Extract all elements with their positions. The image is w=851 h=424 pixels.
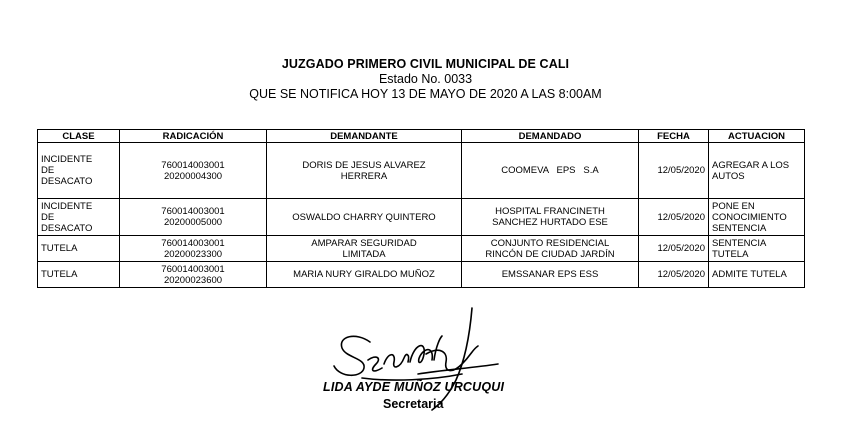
- table-header-row: [38, 130, 805, 143]
- cell-demandante: OSWALDO CHARRY QUINTERO: [267, 199, 462, 236]
- column-header-actuacion: ACTUACION: [709, 130, 805, 143]
- docket-table: [37, 129, 805, 288]
- cell-actuacion: PONE EN CONOCIMIENTO SENTENCIA: [709, 199, 805, 236]
- signatory-role: Secretaria: [383, 397, 444, 411]
- table-row: [38, 199, 805, 236]
- cell-clase: TUTELA: [38, 236, 120, 262]
- cell-actuacion: SENTENCIA TUTELA: [709, 236, 805, 262]
- cell-demandado: COOMEVA EPS S.A: [462, 143, 639, 199]
- cell-demandado: EMSSANAR EPS ESS: [462, 262, 639, 288]
- cell-clase: INCIDENTE DE DESACATO: [38, 199, 120, 236]
- cell-demandante: AMPARAR SEGURIDAD LIMITADA: [267, 236, 462, 262]
- cell-radicacion: 760014003001 20200023300: [120, 236, 267, 262]
- court-title: JUZGADO PRIMERO CIVIL MUNICIPAL DE CALI: [281, 57, 570, 71]
- column-header-fecha: FECHA: [639, 130, 709, 143]
- column-header-demandado: DEMANDADO: [462, 130, 639, 143]
- column-header-clase: CLASE: [38, 130, 120, 143]
- column-header-demandante: DEMANDANTE: [267, 130, 462, 143]
- cell-actuacion: AGREGAR A LOS AUTOS: [709, 143, 805, 199]
- cell-actuacion: ADMITE TUTELA: [709, 262, 805, 288]
- cell-clase: TUTELA: [38, 262, 120, 288]
- cell-radicacion: 760014003001 20200023600: [120, 262, 267, 288]
- cell-fecha: 12/05/2020: [639, 199, 709, 236]
- table-row: [38, 143, 805, 199]
- cell-fecha: 12/05/2020: [639, 262, 709, 288]
- notification-date: QUE SE NOTIFICA HOY 13 DE MAYO DE 2020 A LAS 8:00AM: [249, 87, 602, 101]
- column-header-radicacion: RADICACIÓN: [120, 130, 267, 143]
- cell-radicacion: 760014003001 20200004300: [120, 143, 267, 199]
- cell-clase: INCIDENTE DE DESACATO: [38, 143, 120, 199]
- document-header: [0, 57, 851, 102]
- cell-demandado: CONJUNTO RESIDENCIAL RINCÓN DE CIUDAD JARDÍN: [462, 236, 639, 262]
- estado-number: Estado No. 0033: [378, 72, 473, 86]
- cell-fecha: 12/05/2020: [639, 236, 709, 262]
- cell-demandante: DORIS DE JESUS ALVAREZ HERRERA: [267, 143, 462, 199]
- signatory-name: LIDA AYDE MUÑOZ URCUQUI: [323, 380, 505, 394]
- cell-radicacion: 760014003001 20200005000: [120, 199, 267, 236]
- table-row: [38, 236, 805, 262]
- cell-demandado: HOSPITAL FRANCINETH SANCHEZ HURTADO ESE: [462, 199, 639, 236]
- table-row: [38, 262, 805, 288]
- cell-fecha: 12/05/2020: [639, 143, 709, 199]
- cell-demandante: MARIA NURY GIRALDO MUÑOZ: [267, 262, 462, 288]
